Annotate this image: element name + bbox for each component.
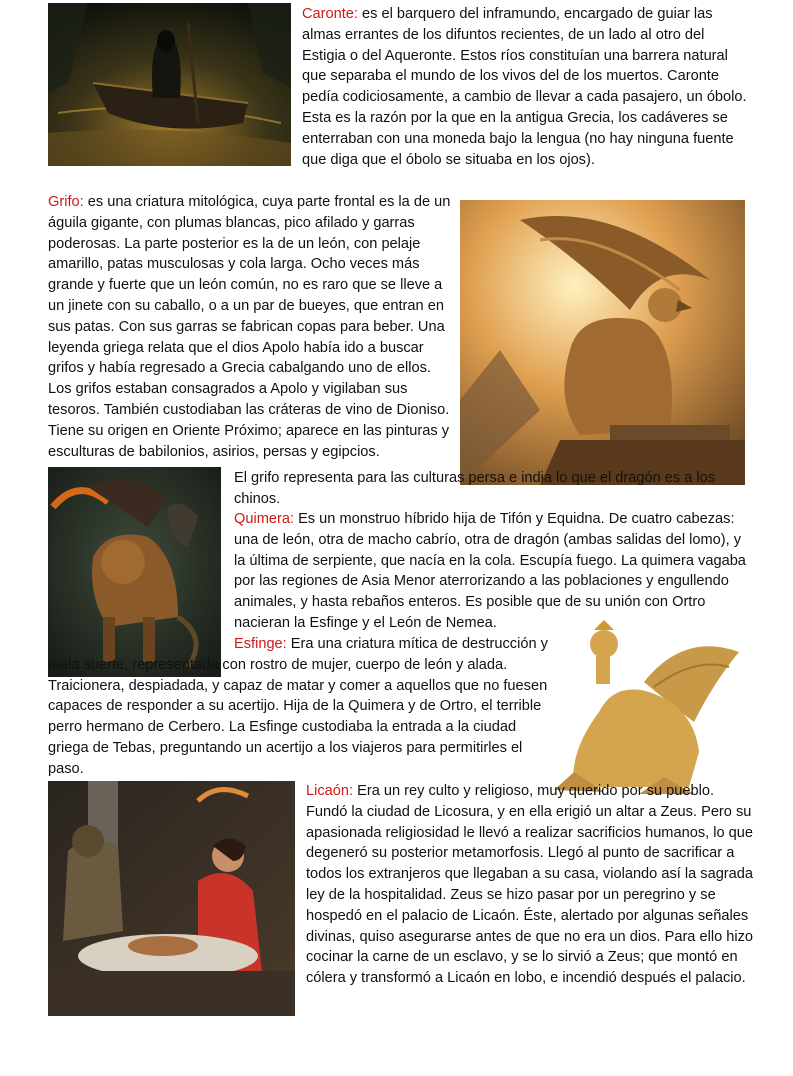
esfinge-term: Esfinge:: [234, 636, 287, 652]
lycaon-painting-illustration: [48, 781, 295, 1016]
quimera-term: Quimera:: [234, 511, 295, 527]
licaon-term: Licaón:: [306, 783, 354, 799]
grifo-paragraph: [48, 192, 456, 462]
sphinx-image: [544, 612, 744, 797]
grifo-continuation: El grifo representa para las culturas persa e india lo que el dragón es a los chinos.: [234, 470, 716, 507]
quimera-text: Es un monstruo híbrido hija de Tifón y Equidna. De cuatro cabezas: una de león, otra de macho cabrío, otra de dragón (ambas salidas del lomo), y la última de serpiente, que nacía en la cola. Escupía fuego. La quimera vagaba por las regiones de Asia Menor aterrorizando a las poblaciones y engullendo animales, y hasta rebaños enteros. Es posible que de su unión con Ortro nacieran la Esfinge y el León de Nemea.: [234, 511, 746, 631]
charon-illustration: [48, 3, 291, 166]
caronte-paragraph: [302, 4, 747, 170]
grifo-term: Grifo:: [48, 194, 84, 210]
grifo-text: es una criatura mitológica, cuya parte frontal es la de un águila gigante, con plumas blancas, pico afilado y garras poderosas. La parte posterior es la de un león, con pelaje amarillo, patas musculosas y cola larga. Ocho veces más grande y fuerte que un león común, no es raro que se lleve a un jinete con su caballo, o a un par de bueyes, que entran en sus patas. Con sus garras se fabrican copas para beber. Una leyenda griega relata que el dios Apolo había ido a buscar grifos y había regresado a Grecia cabalgando uno de ellos. Los grifos estaban consagrados a Apolo y vigilaban sus tesoros. También custodiaban las cráteras de vino de Dioniso. Tiene su origen en Oriente Próximo; aparece en las pinturas y esculturas de babilonios, asirios, persas y egipcios.: [48, 194, 451, 460]
esfinge-paragraph: [48, 634, 548, 780]
charon-image: [48, 3, 291, 166]
caronte-text: es el barquero del inframundo, encargado de guiar las almas errantes de los difuntos recientes, de un lado al otro del Estigia o del Aqueronte. Estos ríos constituían una barrera natural que separaba el mundo de los vivos del de los muertos. Caronte pedía codiciosamente, a cambio de llevar a cada pasajero, un óbolo. Esta es la razón por la que en la antigua Grecia, los cadáveres se enterraban con una moneda bajo la lengua (no hay ninguna fuente que diga que el óbolo se situaba en los ojos).: [302, 6, 747, 168]
licaon-text: Era un rey culto y religioso, muy querido por su pueblo. Fundó la ciudad de Licosura, y en ella erigió un altar a Zeus. Pero su apasionada religiosidad le llevó a realizar sacrificios humanos, lo que degeneró su posterior metamorfosis. Llegó al punto de sacrificar a todos los extranjeros que llegaban a su casa, violando así la sagrada ley de la hospitalidad. Zeus se hizo pasar por un peregrino y se hospedó en el palacio de Licaón. Éste, alertado por algunas señales divinas, quiso asegurarse antes de que no era un dios. Para ello hizo cocinar la carne de un esclavo, y se lo sirvió a Zeus; que montó en cólera y transformó a Licaón en lobo, e incendió después el palacio.: [306, 783, 754, 987]
caronte-term: Caronte:: [302, 6, 358, 22]
sphinx-statue-illustration: [544, 612, 744, 797]
lycaon-image: [48, 781, 295, 1016]
griffin-image: [460, 200, 745, 485]
licaon-paragraph: [306, 781, 754, 989]
griffin-illustration: [460, 200, 745, 485]
esfinge-text: Era una criatura mítica de destrucción y mala suerte, representada con rostro de mujer, cuerpo de león y alada. Traicionera, despiadada, y capaz de matar y comer a aquellos que no fuesen capaces de responder a su acertijo. Hija de la Quimera y de Ortro, el terrible perro hermano de Cerbero. La Esfinge custodiaba la entrada a la ciudad griega de Tebas, preguntando un acertijo a los viajeros para permitirles el paso.: [48, 636, 548, 777]
